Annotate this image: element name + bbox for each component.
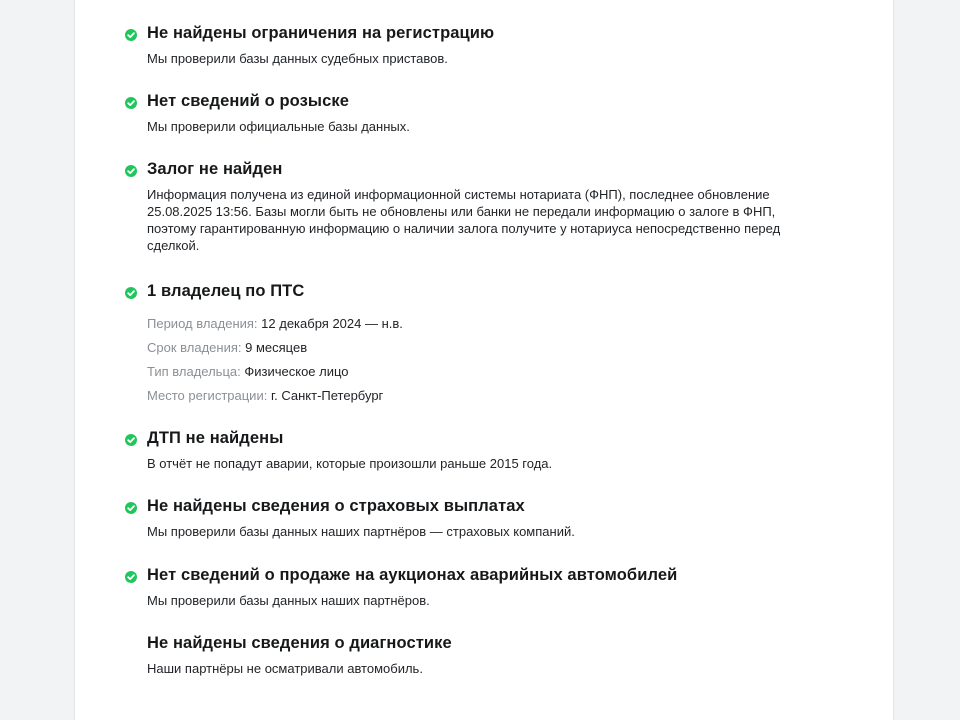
detail-value: 9 месяцев <box>245 340 308 355</box>
check-circle-icon <box>125 29 137 41</box>
check-item-title: 1 владелец по ПТС <box>147 282 305 300</box>
owner-detail-type <box>147 364 815 388</box>
check-item-title: Нет сведений о продаже на аукционах аварийных автомобилей <box>147 566 678 584</box>
check-item-wanted <box>125 92 815 135</box>
detail-label: Период владения: <box>147 316 258 331</box>
owner-detail-period <box>147 316 815 340</box>
check-circle-icon <box>125 571 137 583</box>
check-item-header <box>125 160 815 182</box>
check-item-description: В отчёт не попадут аварии, которые произошли раньше 2015 года. <box>147 456 553 471</box>
check-item-pledge <box>125 160 815 254</box>
detail-label: Срок владения: <box>147 340 242 355</box>
detail-value: Физическое лицо <box>244 364 349 379</box>
detail-value: г. Санкт-Петербург <box>270 388 384 403</box>
check-item-accidents <box>125 429 815 472</box>
check-item-title: Нет сведений о розыске <box>147 92 350 110</box>
check-item-title: Залог не найден <box>147 160 283 178</box>
check-item-description: Наши партнёры не осматривали автомобиль. <box>147 661 423 676</box>
check-circle-icon <box>125 165 137 177</box>
check-item-description: Мы проверили базы данных судебных приставов. <box>147 51 448 66</box>
check-item-header <box>125 282 815 304</box>
check-item-header <box>125 497 815 519</box>
detail-label: Тип владельца: <box>147 364 241 379</box>
detail-value: 12 декабря 2024 — н.в. <box>261 316 403 331</box>
check-circle-icon <box>125 502 137 514</box>
check-item-header <box>125 92 815 114</box>
check-item-header <box>125 566 815 588</box>
check-item-registration-restrictions <box>125 24 815 67</box>
check-circle-icon <box>125 97 137 109</box>
check-circle-icon <box>125 434 137 446</box>
check-item-diagnostics <box>125 634 815 677</box>
owner-detail-duration <box>147 340 815 364</box>
check-item-owners <box>125 282 815 412</box>
check-item-title: Не найдены ограничения на регистрацию <box>147 24 495 42</box>
check-item-header <box>125 24 815 46</box>
check-circle-icon <box>125 287 137 299</box>
check-item-title: Не найдены сведения о страховых выплатах <box>147 497 525 515</box>
owner-details <box>125 316 815 412</box>
report-card <box>74 0 894 720</box>
check-item-description: Мы проверили базы данных наших партнёров — страховых компаний. <box>147 524 575 539</box>
owner-detail-location <box>147 388 815 412</box>
check-item-title: ДТП не найдены <box>147 429 284 447</box>
check-item-header <box>125 429 815 451</box>
check-item-description: Мы проверили базы данных наших партнёров. <box>147 593 430 608</box>
check-item-header <box>125 634 815 656</box>
detail-label: Место регистрации: <box>147 388 268 403</box>
check-item-description: Информация получена из единой информационной системы нотариата (ФНП), последнее обновление 25.08.2025 13:56. Базы могли быть не обновлены или банки не передали информацию о залоге в ФНП, поэтому гарантированную информацию о наличии залога получите у нотариуса непосредственно перед сделкой. <box>147 187 781 253</box>
check-item-description: Мы проверили официальные базы данных. <box>147 119 410 134</box>
check-item-title: Не найдены сведения о диагностике <box>147 634 452 652</box>
check-item-insurance-payouts <box>125 497 815 540</box>
check-item-salvage-auctions <box>125 566 815 609</box>
